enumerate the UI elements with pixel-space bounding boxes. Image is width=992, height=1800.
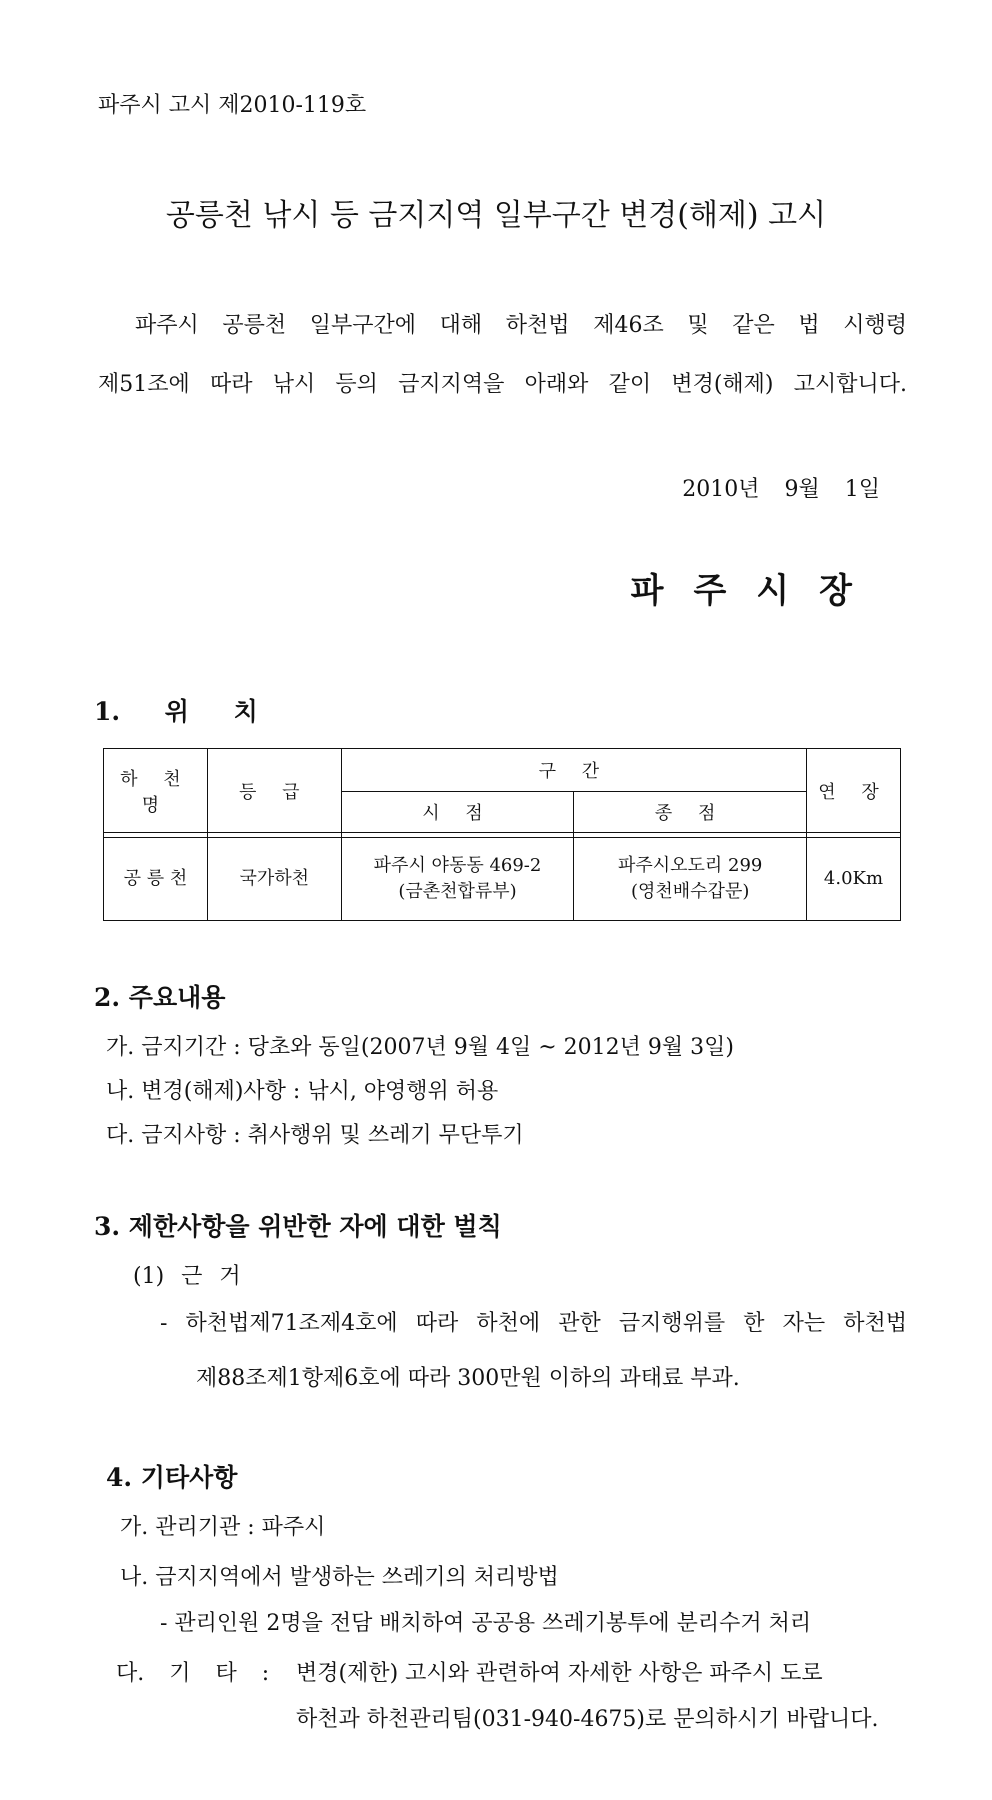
location-table <box>103 748 901 921</box>
section-4-item-b-detail: - 관리인원 2명을 전담 배치하여 공공용 쓰레기봉투에 분리수거 처리 <box>160 1611 812 1636</box>
section-3-heading: 3. 제한사항을 위반한 자에 대한 벌칙 <box>94 1212 502 1241</box>
section-2-heading: 2. 주요내용 <box>94 983 226 1012</box>
page-title: 공릉천 낚시 등 금지지역 일부구간 변경(해제) 고시 <box>165 198 827 233</box>
section-3-line-1: - 하천법제71조제4호에 따라 하천에 관한 금지행위를 한 자는 하천법 <box>160 1311 907 1336</box>
cell-river-name: 공 릉 천 <box>104 838 208 921</box>
section-2-item-c: 다. 금지사항 : 취사행위 및 쓰레기 무단투기 <box>106 1123 524 1148</box>
cell-end-line-2: (영천배수갑문) <box>630 881 750 902</box>
header-end: 종 점 <box>574 792 807 833</box>
intro-line-2: 제51조에 따라 낚시 등의 금지지역을 아래와 같이 변경(해제) 고시합니다. <box>98 372 907 397</box>
section-2-item-b: 나. 변경(해제)사항 : 낚시, 야영행위 허용 <box>106 1079 499 1104</box>
header-river-name: 하 천 명 <box>104 749 208 833</box>
section-4-item-c-line-2: 하천과 하천관리팀(031-940-4675)로 문의하시기 바랍니다. <box>296 1707 879 1732</box>
section-3-line-2: 제88조제1항제6호에 따라 300만원 이하의 과태료 부과. <box>196 1366 740 1391</box>
cell-end-line-1: 파주시오도리 299 <box>617 855 763 876</box>
header-start: 시 점 <box>341 792 574 833</box>
section-4-item-b: 나. 금지지역에서 발생하는 쓰레기의 처리방법 <box>120 1565 559 1590</box>
section-4-item-c-label: 다. 기 타 : <box>116 1661 270 1686</box>
header-section: 구 간 <box>341 749 806 792</box>
cell-grade: 국가하천 <box>207 838 341 921</box>
cell-length: 4.0Km <box>807 838 901 921</box>
signer: 파주시장 <box>630 571 882 611</box>
section-1-heading: 1. 위 치 <box>94 697 258 726</box>
section-4-heading: 4. 기타사항 <box>106 1463 238 1492</box>
header-grade: 등 급 <box>207 749 341 833</box>
cell-end <box>574 838 807 921</box>
notice-date: 2010년 9월 1일 <box>682 477 880 502</box>
section-2-item-a: 가. 금지기간 : 당초와 동일(2007년 9월 4일 ~ 2012년 9월 3일) <box>106 1035 734 1060</box>
notice-number: 파주시 고시 제2010-119호 <box>98 93 367 118</box>
section-3-sub: (1) 근 거 <box>133 1264 241 1289</box>
cell-start <box>341 838 574 921</box>
section-4-item-c-line-1: 변경(제한) 고시와 관련하여 자세한 사항은 파주시 도로 <box>296 1661 823 1686</box>
intro-line-1: 파주시 공릉천 일부구간에 대해 하천법 제46조 및 같은 법 시행령 <box>135 313 907 338</box>
cell-start-line-2: (금촌천합류부) <box>398 881 517 902</box>
table-row <box>104 838 901 921</box>
header-length: 연 장 <box>807 749 901 833</box>
cell-start-line-1: 파주시 야동동 469-2 <box>373 855 542 876</box>
section-4-item-a: 가. 관리기관 : 파주시 <box>120 1515 326 1540</box>
